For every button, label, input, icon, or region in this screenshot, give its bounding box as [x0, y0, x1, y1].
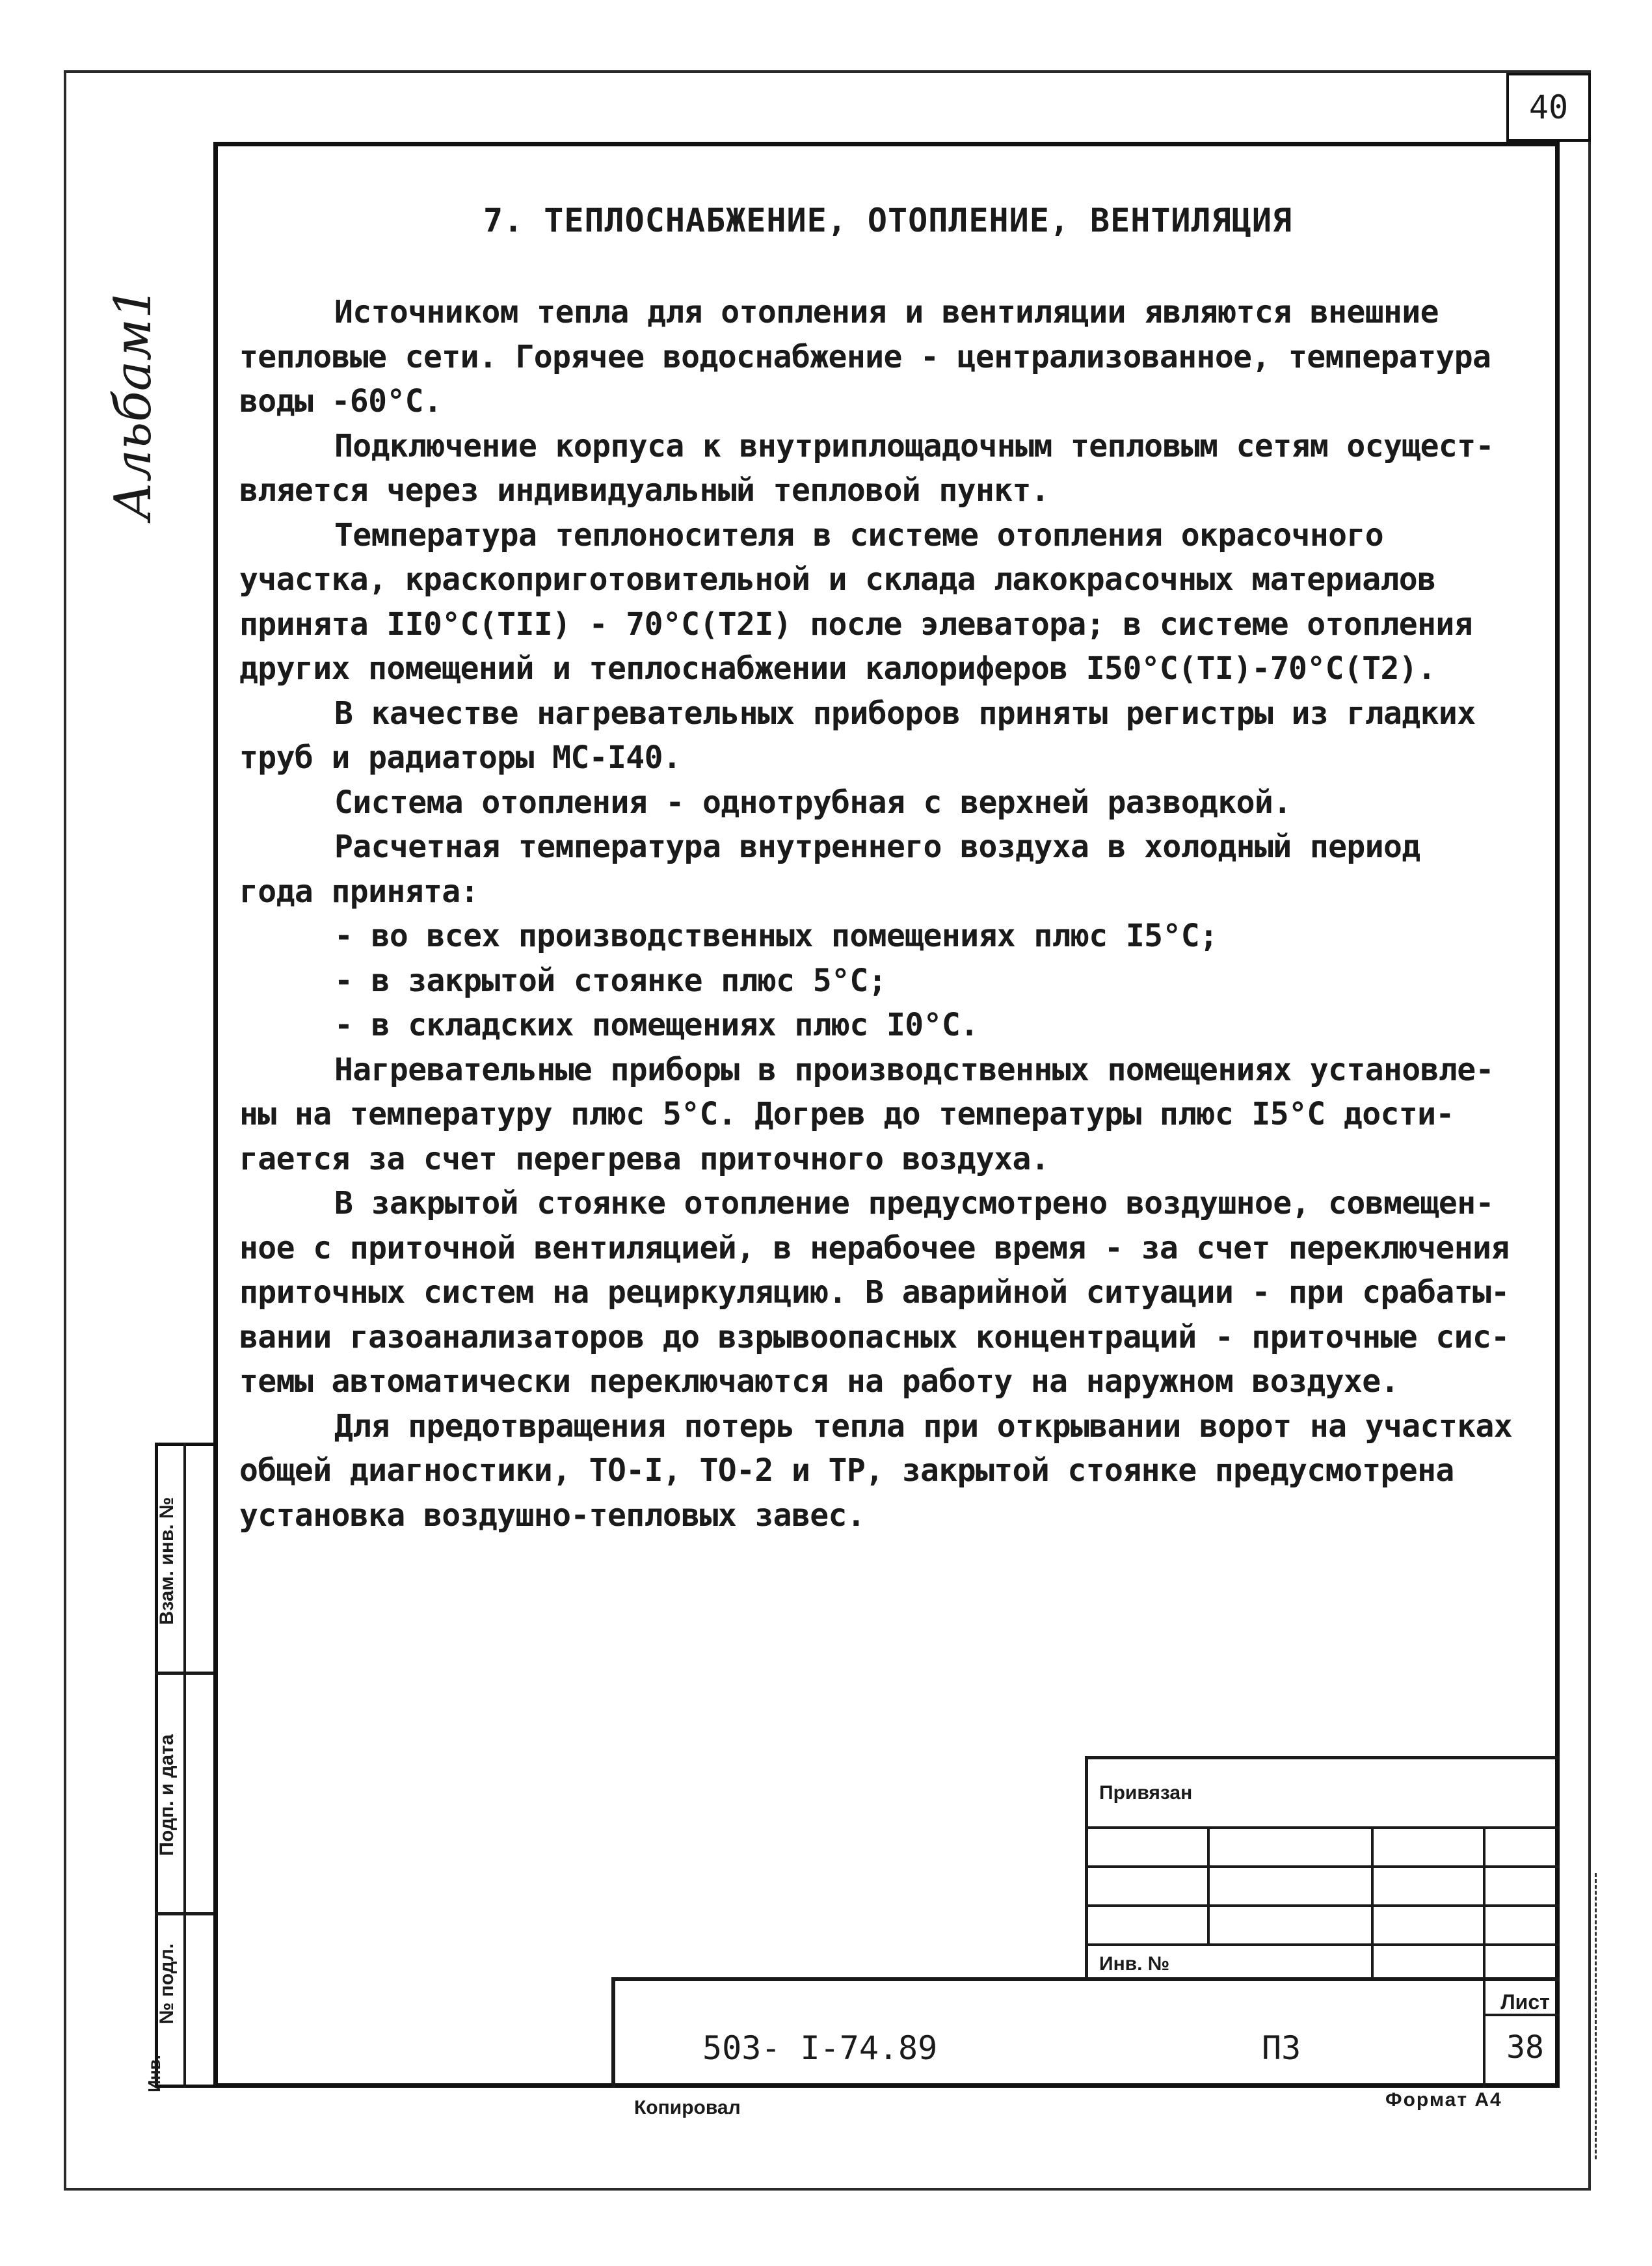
title-block-main-border	[611, 1977, 615, 2088]
text-line: ное с приточной вентиляцией, в нерабочее время - за счет переключения	[239, 1229, 1510, 1266]
text-line: Система отопления - однотрубная с верхней разводкой.	[334, 784, 1292, 821]
list-item: - в закрытой стоянке плюс 5°С;	[334, 962, 886, 999]
text-line: вании газоанализаторов до взрывоопасных концентраций - приточные сис-	[239, 1318, 1510, 1355]
text-line: труб и радиаторы МС-I40.	[239, 740, 682, 776]
text-line: Температура теплоносителя в системе отопления окрасочного	[334, 516, 1384, 553]
text-line: Для предотвращения потерь тепла при открывании ворот на участках	[334, 1407, 1513, 1445]
text-line: приточных систем на рециркуляцию. В аварийной ситуации - при срабаты-	[239, 1274, 1510, 1311]
text-line: других помещений и теплоснабжении калориферов I50°С(ТI)-70°С(Т2).	[239, 650, 1436, 687]
page-number: 40	[1506, 73, 1591, 142]
text-line: Расчетная температура внутреннего воздуха в холодный период	[334, 829, 1420, 865]
side-stamp-divider	[183, 1443, 186, 2088]
inventory-prefix-label: Инв.	[144, 2055, 164, 2092]
title-block-col	[1483, 1826, 1485, 2088]
text-line: тепловые сети. Горячее водоснабжение - централизованное, температура	[239, 338, 1491, 375]
document-code: 503- I-74.89	[702, 2029, 938, 2067]
document-type: ПЗ	[1262, 2029, 1301, 2067]
title-block-row	[1085, 1826, 1560, 1829]
title-block-row	[1085, 1865, 1560, 1868]
text-line: гается за счет перегрева приточного воздуха.	[239, 1140, 1050, 1177]
body-text	[239, 290, 1547, 1538]
text-line: воды -60°С.	[239, 383, 442, 420]
title-block-border	[1085, 1756, 1088, 1980]
side-stamp-divider	[155, 1672, 213, 1675]
list-item: - во всех производственных помещениях плюс I5°С;	[334, 918, 1218, 954]
title-block-col	[1207, 1826, 1210, 1943]
section-title: 7. ТЕПЛОСНАБЖЕНИЕ, ОТОПЛЕНИЕ, ВЕНТИЛЯЦИЯ	[483, 202, 1293, 239]
title-block-border	[1085, 1756, 1560, 1759]
text-line: года принята:	[239, 873, 479, 910]
title-block-row	[1085, 1904, 1560, 1907]
replacement-inventory-label: Взам. инв. №	[156, 1497, 178, 1625]
copied-by-label: Копировал	[634, 2097, 741, 2118]
title-block-col	[1371, 1826, 1374, 1980]
paper-format-label: Формат А4	[1385, 2089, 1502, 2111]
text-line: Источником тепла для отопления и вентиляции являются внешние	[334, 294, 1439, 330]
text-line: Нагревательные приборы в производственных помещениях установле-	[334, 1051, 1494, 1088]
text-line: темы автоматически переключаются на работу на наружном воздухе.	[239, 1363, 1399, 1400]
text-line: В закрытой стоянке отопление предусмотрено воздушное, совмещен-	[334, 1185, 1494, 1221]
text-line: ны на температуру плюс 5°С. Догрев до температуры плюс I5°С дости-	[239, 1096, 1454, 1132]
sheet-number: 38	[1506, 2029, 1544, 2066]
text-line: общей диагностики, ТО-I, ТО-2 и ТР, закрытой стоянке предусмотрена	[239, 1452, 1454, 1489]
text-line: В качестве нагревательных приборов приняты регистры из гладких	[334, 695, 1476, 732]
sheet-label: Лист	[1500, 1990, 1550, 2014]
text-line: установка воздушно-тепловых завес.	[239, 1497, 866, 1534]
original-inventory-label: № подл.	[156, 1943, 178, 2025]
text-line: участка, краскоприготовительной и склада лакокрасочных материалов	[239, 561, 1436, 598]
list-item: - в складских помещениях плюс I0°С.	[334, 1007, 979, 1043]
title-block-row	[1085, 1943, 1560, 1946]
margin-note: Альбам1	[104, 286, 163, 520]
text-line: вляется через индивидуальный тепловой пункт.	[239, 472, 1050, 509]
text-line: принята II0°С(TII) - 70°С(Т2I) после элеватора; в системе отопления	[239, 606, 1472, 643]
signature-date-label: Подп. и дата	[156, 1734, 178, 1856]
inventory-number-label: Инв. №	[1099, 1953, 1170, 1975]
cut-line	[1595, 1873, 1597, 2159]
text-line: Подключение корпуса к внутриплощадочным тепловым сетям осущест-	[334, 427, 1494, 464]
linked-label: Привязан	[1099, 1782, 1193, 1804]
title-block-main-border	[611, 1977, 1560, 1981]
